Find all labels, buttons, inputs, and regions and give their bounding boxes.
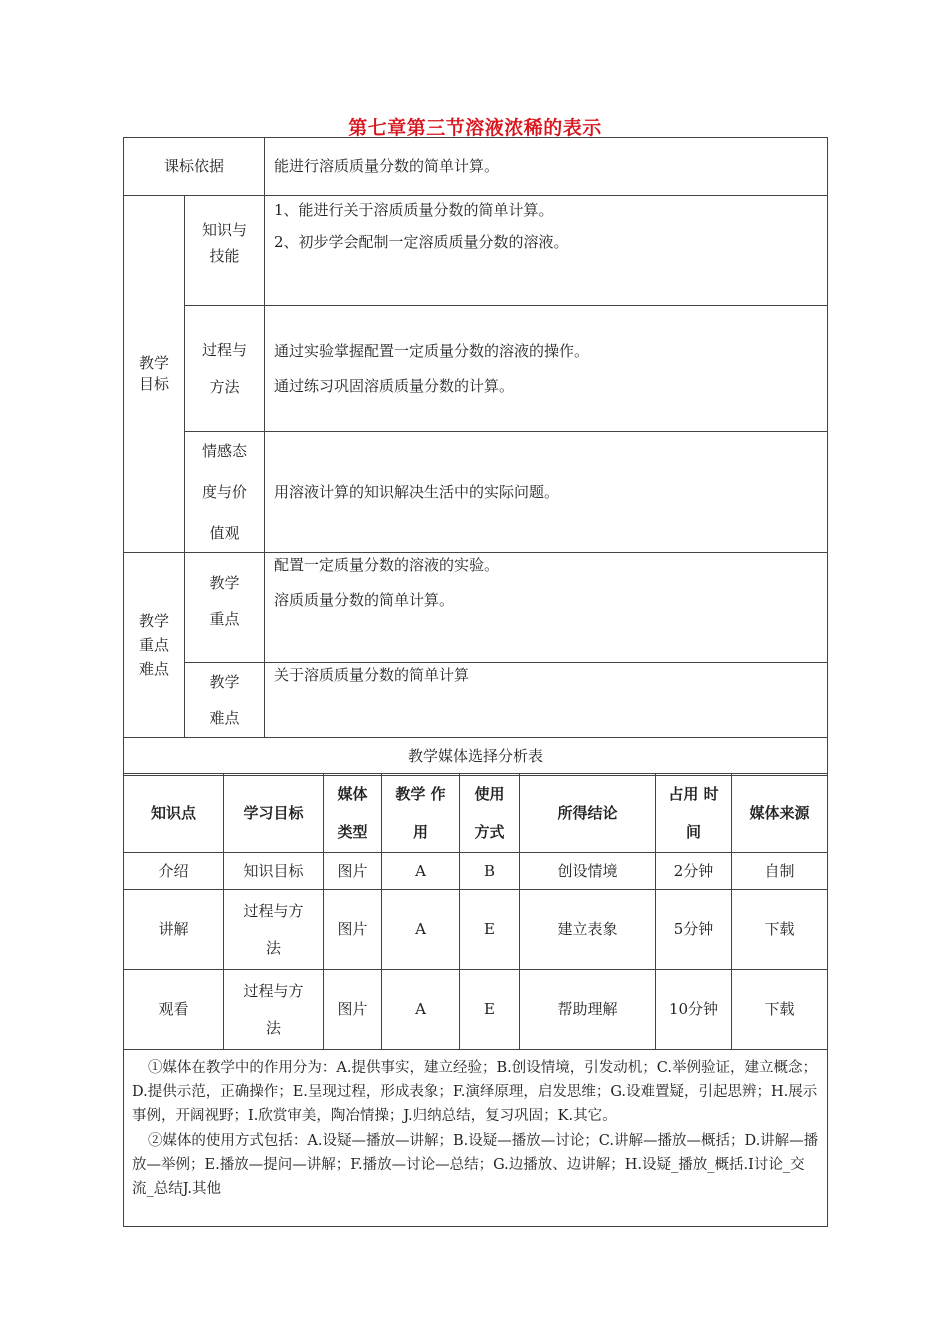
difficulty-label: 教学 难点 — [185, 663, 265, 738]
cell-usage: E — [460, 970, 520, 1050]
focus-content — [265, 553, 828, 663]
difficulty-content: 关于溶质质量分数的简单计算 — [265, 663, 828, 738]
cell-time: 2分钟 — [656, 853, 732, 890]
table-row — [124, 853, 828, 890]
media-table-body — [123, 773, 828, 1227]
table-row — [124, 970, 828, 1050]
difficulty-row — [124, 663, 828, 738]
cell-time: 10分钟 — [656, 970, 732, 1050]
cell-conclusion: 建立表象 — [520, 890, 656, 970]
header-role: 教学 作 用 — [382, 774, 460, 853]
header-source: 媒体来源 — [732, 774, 828, 853]
page-title: 第七章第三节溶液浓稀的表示 — [348, 117, 602, 139]
cell-goal: 知识目标 — [224, 853, 324, 890]
standard-row — [124, 138, 828, 196]
cell-goal: 过程与方 法 — [224, 970, 324, 1050]
header-learning-goal: 学习目标 — [224, 774, 324, 853]
media-table-caption: 教学媒体选择分析表 — [124, 738, 828, 776]
cell-role: A — [382, 890, 460, 970]
cell-source: 下载 — [732, 890, 828, 970]
knowledge-content — [265, 196, 828, 306]
focus-label: 教学 重点 — [185, 553, 265, 663]
cell-conclusion: 创设情境 — [520, 853, 656, 890]
knowledge-item: 1、能进行关于溶质质量分数的简单计算。 — [274, 201, 554, 219]
lesson-plan-table — [123, 137, 827, 1227]
process-item: 通过练习巩固溶质质量分数的计算。 — [274, 376, 515, 395]
cell-role: A — [382, 853, 460, 890]
knowledge-row — [124, 196, 828, 306]
media-caption-row — [124, 738, 828, 776]
key-points-label: 教学 重点 难点 — [124, 553, 185, 738]
cell-role: A — [382, 970, 460, 1050]
emotion-content: 用溶液计算的知识解决生活中的实际问题。 — [265, 432, 828, 553]
media-role-note: ①媒体在教学中的作用分为：A.提供事实，建立经验；B.创设情境，引发动机；C.举例验证，建立概念；D.提供示范，正确操作；E.呈现过程，形成表象；F.演绎原理，启发思维；G.设难置疑，引起思辨；H.展示事例，开阔视野；I.欣赏审美，陶冶情操；J.归纳总结，复习巩固；K.其它。 — [132, 1060, 818, 1124]
table-row — [124, 890, 828, 970]
standard-content: 能进行溶质质量分数的简单计算。 — [265, 138, 828, 196]
cell-source: 下载 — [732, 970, 828, 1050]
cell-type: 图片 — [324, 890, 382, 970]
header-knowledge-point: 知识点 — [124, 774, 224, 853]
media-usage-note: ②媒体的使用方式包括：A.设疑—播放—讲解；B.设疑—播放—讨论；C.讲解—播放—概括；D.讲解—播放—举例；E.播放—提问—讲解；F.播放—讨论—总结；G.边播放、边讲解；H.设疑_播放_概括.I讨论_交流_总结J.其他 — [132, 1133, 819, 1197]
header-time: 占用 时 间 — [656, 774, 732, 853]
process-row — [124, 306, 828, 432]
cell-usage: B — [460, 853, 520, 890]
focus-item: 溶质质量分数的简单计算。 — [274, 591, 455, 609]
cell-type: 图片 — [324, 853, 382, 890]
emotion-label: 情感态 度与价 值观 — [185, 432, 265, 553]
cell-time: 5分钟 — [656, 890, 732, 970]
focus-row — [124, 553, 828, 663]
header-usage: 使用 方式 — [460, 774, 520, 853]
notes-row — [124, 1050, 828, 1227]
knowledge-label: 知识与 技能 — [185, 196, 265, 306]
cell-source: 自制 — [732, 853, 828, 890]
objectives-table — [123, 137, 828, 776]
cell-conclusion: 帮助理解 — [520, 970, 656, 1050]
cell-point: 观看 — [124, 970, 224, 1050]
header-media-type: 媒体 类型 — [324, 774, 382, 853]
focus-item: 配置一定质量分数的溶液的实验。 — [274, 556, 500, 574]
emotion-row — [124, 432, 828, 553]
standard-label: 课标依据 — [124, 138, 265, 196]
notes-cell — [124, 1050, 828, 1227]
media-header-row — [124, 774, 828, 853]
cell-point: 讲解 — [124, 890, 224, 970]
cell-point: 介绍 — [124, 853, 224, 890]
header-conclusion: 所得结论 — [520, 774, 656, 853]
objectives-label: 教学 目标 — [124, 196, 185, 553]
process-label: 过程与 方法 — [185, 306, 265, 432]
process-content — [265, 306, 828, 432]
cell-usage: E — [460, 890, 520, 970]
knowledge-item: 2、初步学会配制一定溶质质量分数的溶液。 — [274, 233, 569, 251]
process-item: 通过实验掌握配置一定质量分数的溶液的操作。 — [274, 341, 590, 360]
cell-goal: 过程与方 法 — [224, 890, 324, 970]
cell-type: 图片 — [324, 970, 382, 1050]
